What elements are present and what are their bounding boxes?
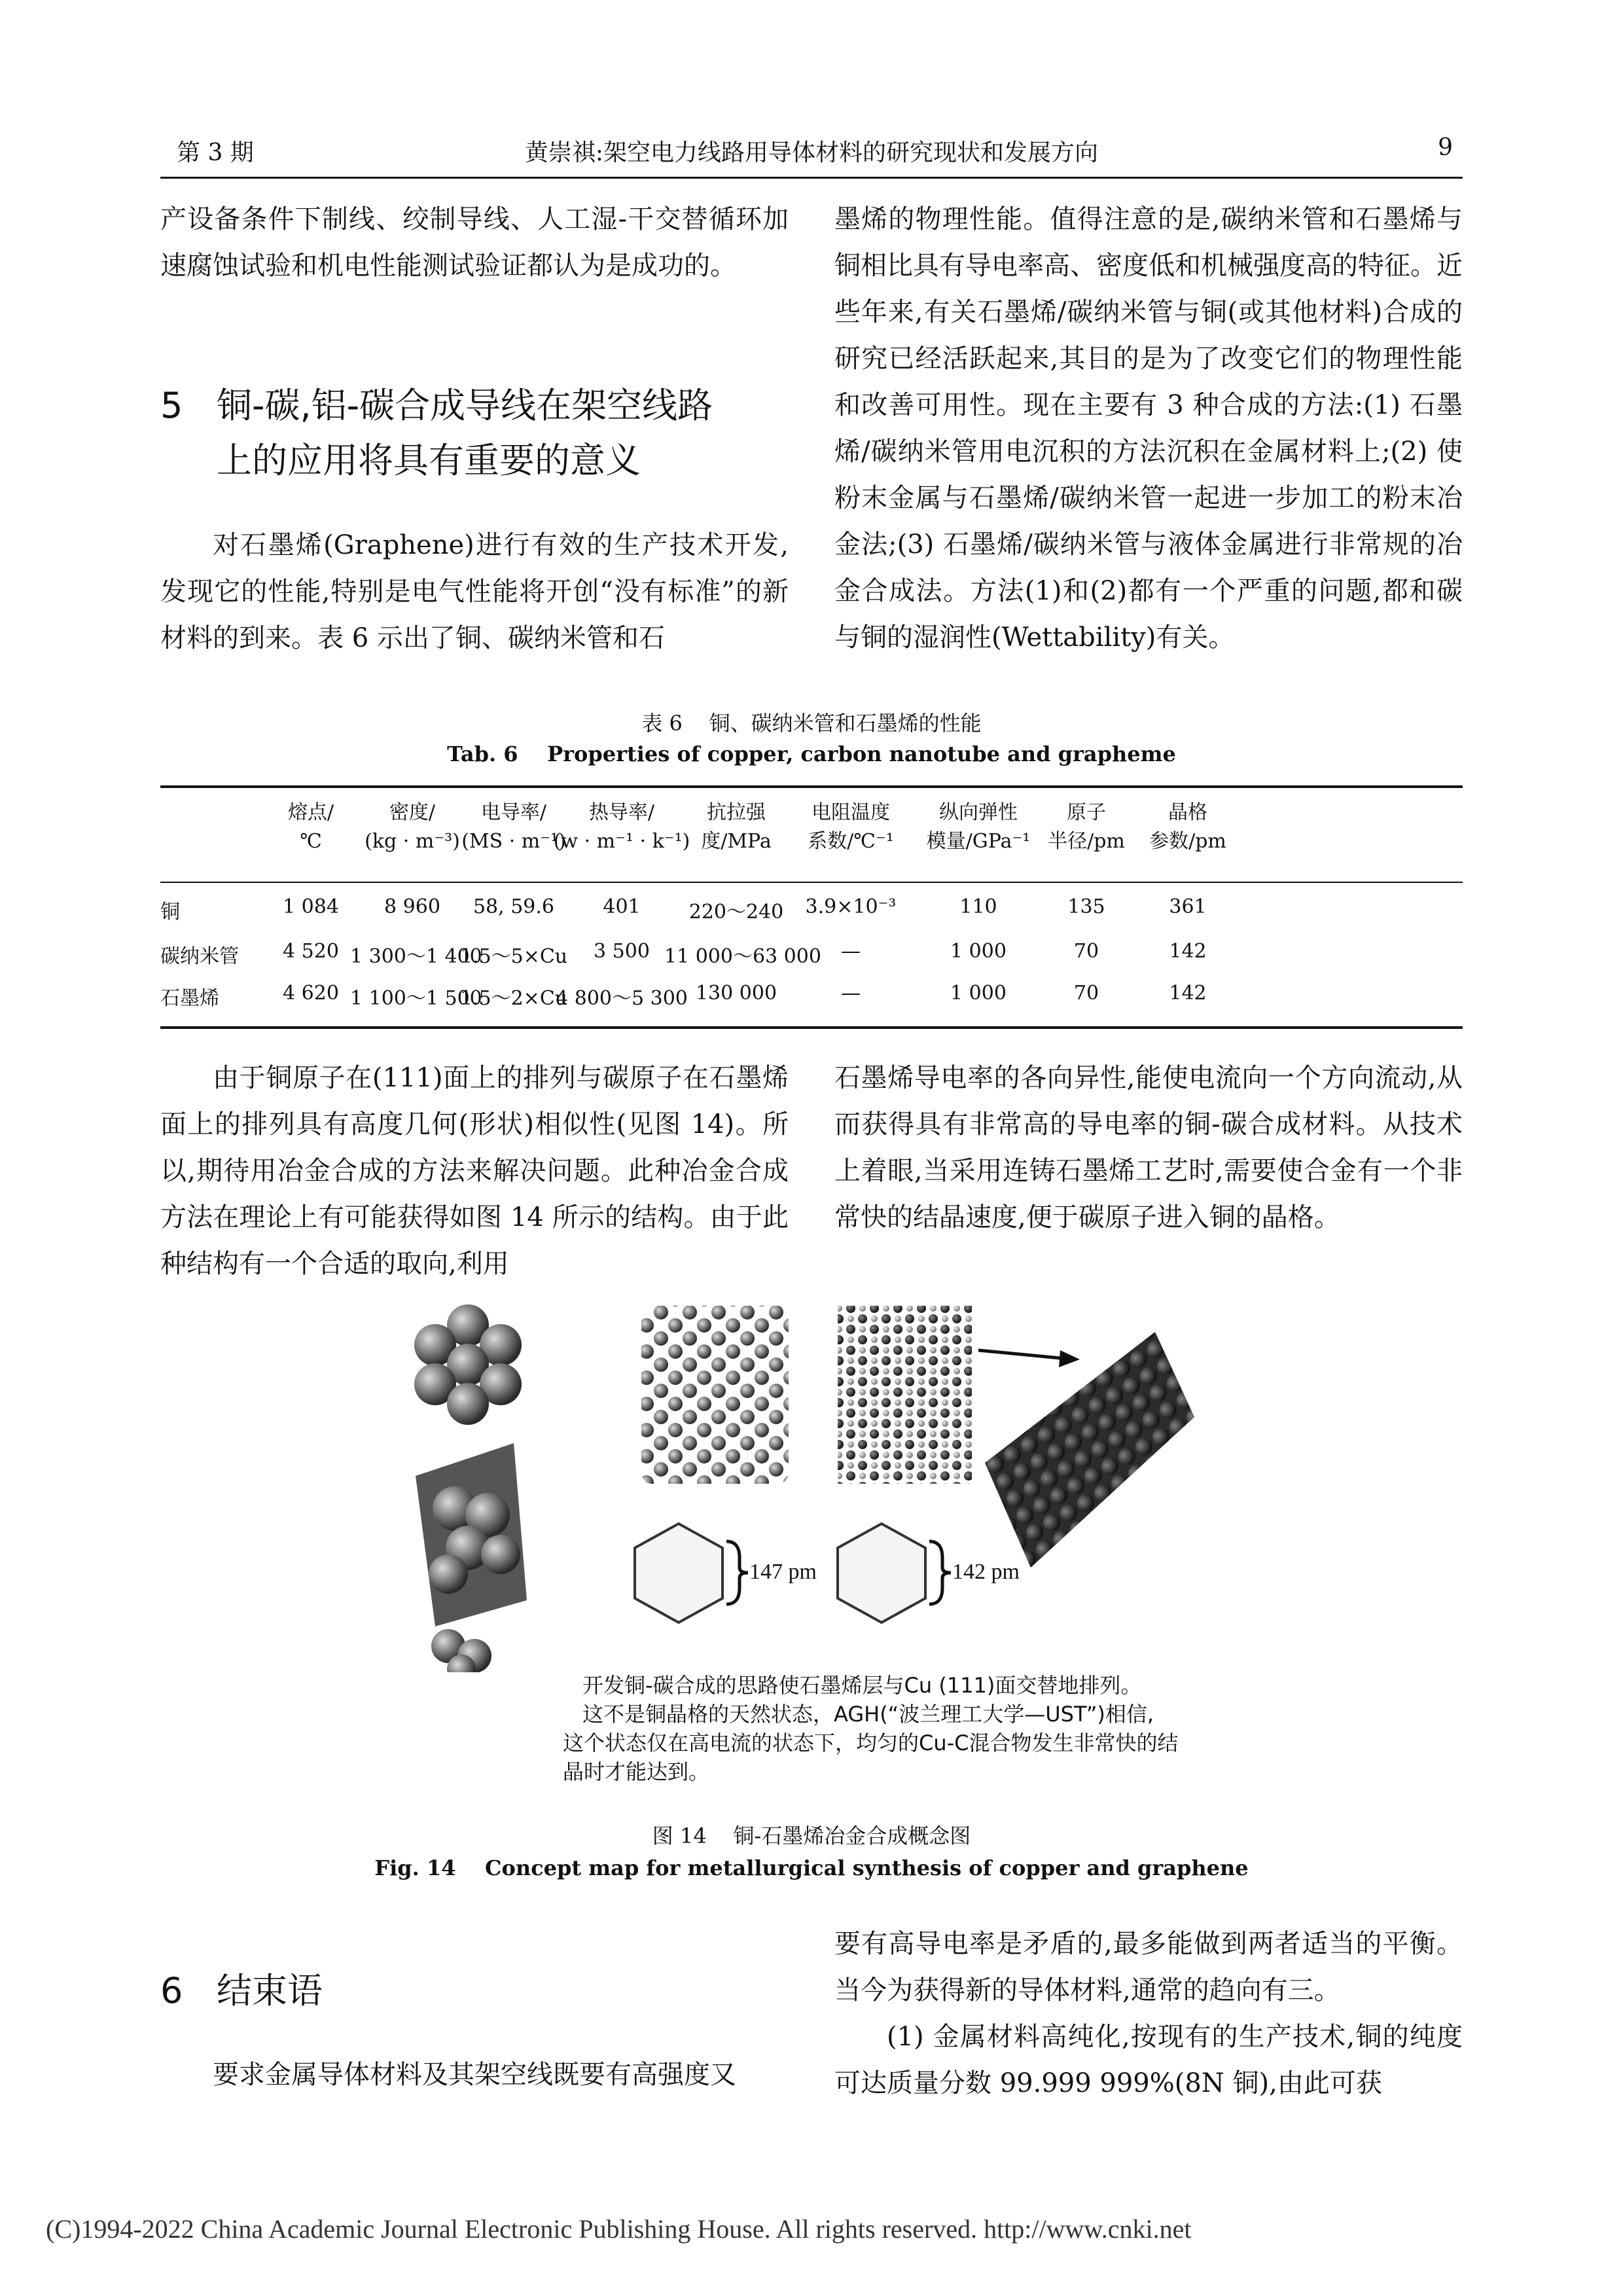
table-row-label: 石墨烯: [160, 987, 219, 1010]
dimension-label-147: 147 pm: [749, 1560, 817, 1584]
figure-14: [409, 1293, 1194, 1790]
table-header-cell: 纵向弹性 模量/GPa⁻¹: [926, 801, 1031, 853]
page-number: 9: [1438, 134, 1453, 161]
issue-number: 第 3 期: [177, 139, 254, 166]
table-title-en: Properties of copper, carbon nanotube and grapheme: [547, 742, 1176, 766]
paragraph: 产设备条件下制线、绞制导线、人工湿-干交替循环加速腐蚀试验和机电性能测试验证都认为是成功的。: [160, 204, 789, 281]
running-title: 黄崇祺:架空电力线路用导体材料的研究现状和发展方向: [524, 139, 1099, 166]
figure-caption-en: [160, 1856, 1463, 1880]
table-caption-en: [160, 742, 1463, 766]
table-cell: 4 620: [283, 982, 339, 1005]
table-cell: 58, 59.6: [473, 895, 555, 918]
table-row-label: 铜: [160, 901, 180, 924]
table-header-cell: 原子 半径/pm: [1048, 801, 1125, 853]
dimension-label-142: 142 pm: [952, 1560, 1020, 1584]
table-cell: 4 520: [283, 940, 339, 963]
table-rule-bottom: [160, 1026, 1463, 1029]
figure-label-en: Fig. 14: [374, 1856, 456, 1880]
table-cell: 3.9×10⁻³: [805, 895, 897, 918]
hexagon-graphene: [838, 1524, 925, 1623]
table-header-cell: 电导率/ (MS · m⁻¹): [461, 801, 566, 853]
paragraph: 要求金属导体材料及其架空线既要有高强度又: [213, 2060, 736, 2090]
section-title: [217, 378, 871, 488]
table-cell: 1.5～5×Cu: [459, 945, 568, 968]
table-header-cell: 晶格 参数/pm: [1149, 801, 1226, 853]
table-cell: 8 960: [384, 895, 440, 918]
paragraph: 由于铜原子在(111)面上的排列与碳原子在石墨烯面上的排列具有高度几何(形状)相似性(见图 14)。所以,期待用冶金合成的方法来解决问题。此种冶金合成方法在理论上有可能获得如图 14 所示的结构。由于此种结构有一个合适的取向,利用: [160, 1063, 789, 1279]
table-cell: 3 500: [594, 940, 650, 963]
table-cell: 1.5～2×Cu: [459, 987, 568, 1010]
brace-icon: [726, 1541, 748, 1604]
table-cell: 1 300～1 400: [350, 945, 482, 968]
note-line: 开发铜-碳合成的思路使石墨烯层与Cu (111)面交替地排列。: [582, 1673, 1142, 1698]
table-cell: 1 100～1 500: [350, 987, 482, 1010]
note-line: 晶时才能达到。: [563, 1759, 710, 1784]
note-line: 这个状态仅在高电流的状态下，均匀的Cu-C混合物发生非常快的结: [563, 1731, 1179, 1755]
table-row-label: 碳纳米管: [160, 945, 239, 968]
table-cell: 401: [603, 895, 641, 918]
table-title: 铜、碳纳米管和石墨烯的性能: [709, 711, 982, 736]
section-number: 5: [160, 385, 183, 426]
arrow-icon: [978, 1350, 1080, 1367]
figure-title: 铜-石墨烯冶金合成概念图: [733, 1823, 971, 1848]
table-cell: 1 000: [950, 940, 1007, 963]
table-cell: 135: [1067, 895, 1105, 918]
hexagon-cu: [635, 1524, 722, 1623]
paragraph: (1) 金属材料高纯化,按现有的生产技术,铜的纯度可达质量分数 99.999 999%(8N 铜),由此可获: [834, 2022, 1463, 2098]
figure-label: 图 14: [652, 1823, 707, 1848]
copper-close-packed-layer: [641, 1306, 789, 1484]
table-header-cell: 电阻温度 系数/℃⁻¹: [808, 801, 894, 853]
table-cell: 130 000: [695, 982, 777, 1005]
table-cell: 1 000: [950, 982, 1007, 1005]
table-header-cell: 热导率/ (w · m⁻¹ · k⁻¹): [553, 801, 690, 853]
table-cell: 142: [1169, 982, 1207, 1005]
left-column-section6: [160, 2052, 789, 2101]
paragraph: 对石墨烯(Graphene)进行有效的生产技术开发,发现它的性能,特别是电气性能将开创“没有标准”的新材料的到来。表 6 示出了铜、碳纳米管和石: [160, 530, 789, 653]
section-title: 结束语: [217, 1970, 323, 2011]
table-cell: 361: [1169, 895, 1207, 918]
copper-cluster: [414, 1304, 522, 1425]
table-rule-top: [160, 785, 1463, 788]
paragraph-continued: 石墨烯导电率的各向异性,能使电流向一个方向流动,从而获得具有非常高的导电率的铜-碳合成材料。从技术上着眼,当采用连铸石墨烯工艺时,需要使合金有一个非常快的结晶速度,便于碳原子进入铜的晶格。: [834, 1063, 1463, 1232]
note-line: 这不是铜晶格的天然状态，AGH(“波兰理工大学—UST”)相信,: [582, 1702, 1154, 1727]
left-column-section5: [160, 522, 789, 712]
cu-111-plane: [416, 1443, 527, 1626]
section-5-heading: [160, 378, 789, 490]
table-cell: —: [841, 940, 861, 963]
table-rule-mid: [160, 882, 1463, 883]
table-cell: 1 084: [283, 895, 339, 918]
table-header-cell: 熔点/ ℃: [287, 801, 334, 853]
brace-icon: [929, 1541, 951, 1604]
table-cell: 110: [959, 895, 997, 918]
table-header-cell: 密度/ (kg · m⁻³): [365, 801, 460, 853]
left-column-top: [160, 196, 789, 289]
small-cluster: [431, 1629, 491, 1672]
table-label: 表 6: [641, 711, 683, 736]
right-column-section6: [834, 1921, 1463, 2117]
figure-title-en: Concept map for metallurgical synthesis of copper and graphene: [485, 1856, 1249, 1880]
table-label-en: Tab. 6: [447, 742, 518, 766]
table-cell: 220～240: [688, 901, 784, 924]
table-cell: 11 000～63 000: [664, 945, 821, 968]
running-header: [160, 134, 1463, 173]
copyright-footer: (C)1994-2022 China Academic Journal Electronic Publishing House. All rights reserved. http://www.cnki.net: [46, 2214, 1192, 2244]
table-cell: 70: [1073, 940, 1099, 963]
table-cell: 70: [1073, 982, 1099, 1005]
figure-note: [563, 1671, 1179, 1786]
paragraph-continued: 要有高导电率是矛盾的,最多能做到两者适当的平衡。当今为获得新的导体材料,通常的趋向有三。: [834, 1929, 1463, 2005]
right-column-section5: [834, 196, 1463, 672]
section-title-line: 铜-碳,铝-碳合成导线在架空线路: [217, 385, 713, 426]
header-rule: [160, 177, 1463, 179]
figure-caption-zh: [160, 1820, 1463, 1850]
crystal-illustration: [409, 1293, 1194, 1672]
section-number: 6: [160, 1970, 183, 2011]
section-title-line: 上的应用将具有重要的意义: [217, 440, 641, 481]
section-6-heading: [160, 1964, 789, 2022]
table-header-cell: 抗拉强 度/MPa: [701, 801, 772, 853]
table-cell: —: [841, 982, 861, 1005]
table-caption-zh: [160, 707, 1463, 737]
paragraph-continued: 墨烯的物理性能。值得注意的是,碳纳米管和石墨烯与铜相比具有导电率高、密度低和机械强度高的特征。近些年来,有关石墨烯/碳纳米管与铜(或其他材料)合成的研究已经活跃起来,其目的是为了改变它们的物理性能和改善可用性。现在主要有 3 种合成的方法:(1) 石墨烯/碳纳米管用电沉积的方法沉积在金属材料上;(2) 使粉末金属与石墨烯/碳纳米管一起进一步加工的粉末冶金法;(3) 石墨烯/碳纳米管与液体金属进行非常规的冶金合成法。方法(1)和(2)都有一个严重的问题,都和碳与铜的湿润性(Wettability)有关。: [834, 204, 1463, 653]
right-column-p2: [834, 1055, 1463, 1287]
left-column-p2: [160, 1055, 789, 1287]
table-cell: 4 800～5 300: [556, 987, 688, 1010]
graphene-layer: [838, 1306, 972, 1484]
table-cell: 142: [1169, 940, 1207, 963]
